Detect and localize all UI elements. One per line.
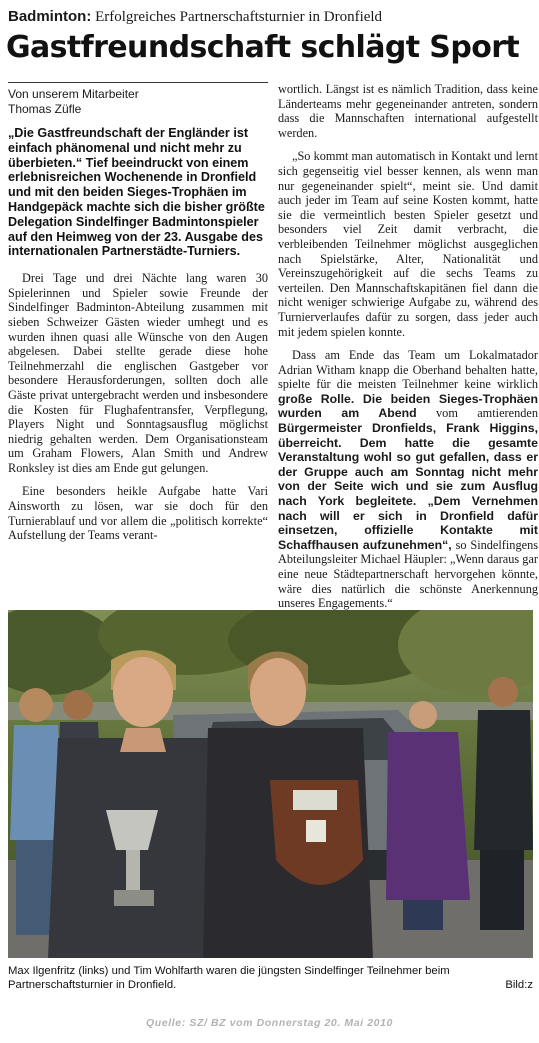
body-text: vom amtierenden <box>436 406 538 421</box>
source-line: Quelle: SZ/ BZ vom Donnerstag 20. Mai 2010 <box>146 1017 393 1029</box>
photo-caption <box>8 964 533 992</box>
article-photo <box>8 610 533 958</box>
article-column-right <box>278 82 538 620</box>
byline <box>8 82 268 116</box>
body-text-bold: große Rolle. Die beiden Sieges-Trophäen wurden am Abend <box>278 391 538 421</box>
body-text: Dass am Ende das Team um Lokalmatador Adrian Witham knapp die Oberhand behalten hatte, spielte für die meisten Teilnehmer keine wirklich <box>278 348 538 392</box>
body-paragraph: Drei Tage und drei Nächte lang waren 30 Spielerinnen und Spieler sowie Freunde der Sindelfinger Badminton-Abteilung zusammen mit sieben Schweizer Gästen wieder umhegt und es wurden ihnen quasi alle Wünsche von den Augen abgelesen. Dabei stellte gerade diese hohe Teilnehmerzahl die englischen Gastgeber vor besondere Herausforderungen, sollten doch alle Gäste privat untergebracht werden und insbesondere die Kosten für Flughafentransfer, Verpflegung, Players Night und Sonntagsausflug möglichst niedrig gehalten werden. Dem Organisationsteam um Graham Flowers, Alan Smith und Andrew Ronksley ist dies am Ende gut gelungen. <box>8 271 268 475</box>
body-paragraph: Eine besonders heikle Aufgabe hatte Vari Ainsworth zu lösen, war sie doch für den Turnierablauf und vor allem die „politisch korrekte“ Aufstellung der Teams verant- <box>8 484 268 543</box>
body-paragraph <box>278 348 538 611</box>
byline-author: Thomas Züfle <box>8 101 82 116</box>
body-paragraph: „So kommt man automatisch in Kontakt und lernt sich gegenseitig viel besser kennen, als wenn man nur gegeneinander spielt“, meint sie. Und damit auch jeder im Team auf seine Kosten kommt, hatte sie die vermeintlich besten Spieler gesetzt und besonders viel Zeit damit verbracht, die verbleibenden Teilnehmer möglichst ausgeglichen nach Spielstärke, Alter, Nationalität und Vereinszugehörigkeit auf die sechs Teams zu verteilen. Den Mannschaftskapitänen fiel dann die nicht weniger schwierige Aufgabe zu, während des Turnierverlaufes dafür zu sorgen, dass jeder auch mit jedem spielen konnte. <box>278 149 538 339</box>
byline-role: Von unserem Mitarbeiter <box>8 87 139 101</box>
body-text-bold: Bürgermeister Dronfields, Frank Higgins, überreicht. Dem hatte die gesamte Veranstaltung wohl so gut gefallen, dass er der Gruppe auch am Sonntag nicht mehr von der Seite wich und sie zum Ausflug nach York begleitete. „Dem Vernehmen nach will er sich in Dronfield dafür einsetzen, offizielle Kontakte mit Schaffhausen aufzunehmen“, <box>278 421 538 552</box>
kicker-rest: Erfolgreiches Partnerschaftsturnier in Dronfield <box>91 9 383 25</box>
article-teaser: „Die Gastfreundschaft der Engländer ist einfach phänomenal und nicht mehr zu überbieten.“ Tief beeindruckt von einem erlebnisreichen Wochenende in Dronfield und mit den beiden Sieges-Trophäen im Handgepäck machte sich die bisher größte Delegation Sindelfinger Badmintonspieler auf den Heimweg von der 23. Ausgabe des internationalen Partnerstädte-Turniers. <box>8 126 265 259</box>
body-text: so Sindelfingens Abteilungsleiter Michael Häupler: „Wenn daraus gar eine neue Städtepartnerschaft hervorgehen könnte, wäre dies natürlich die schönste Anerkennung unseres Engagements.“ <box>278 537 538 611</box>
kicker-lead: Badminton: <box>8 8 92 25</box>
caption-text: Max Ilgenfritz (links) und Tim Wohlfarth waren die jüngsten Sindelfinger Teilnehmer beim Partnerschaftsturnier in Dronfield. <box>8 965 450 991</box>
article-column-left <box>8 82 268 552</box>
article-kicker <box>8 8 533 26</box>
woman-purple-coat <box>386 701 470 930</box>
article-headline: Gastfreundschaft schlägt Sport <box>6 30 520 65</box>
body-paragraph: wortlich. Längst ist es nämlich Tradition, dass keine Länderteams mehr gegeneinander antreten, sondern dass die Mannschaften international aufgestellt werden. <box>278 82 538 140</box>
photo-credit: Bild:z <box>505 979 533 991</box>
